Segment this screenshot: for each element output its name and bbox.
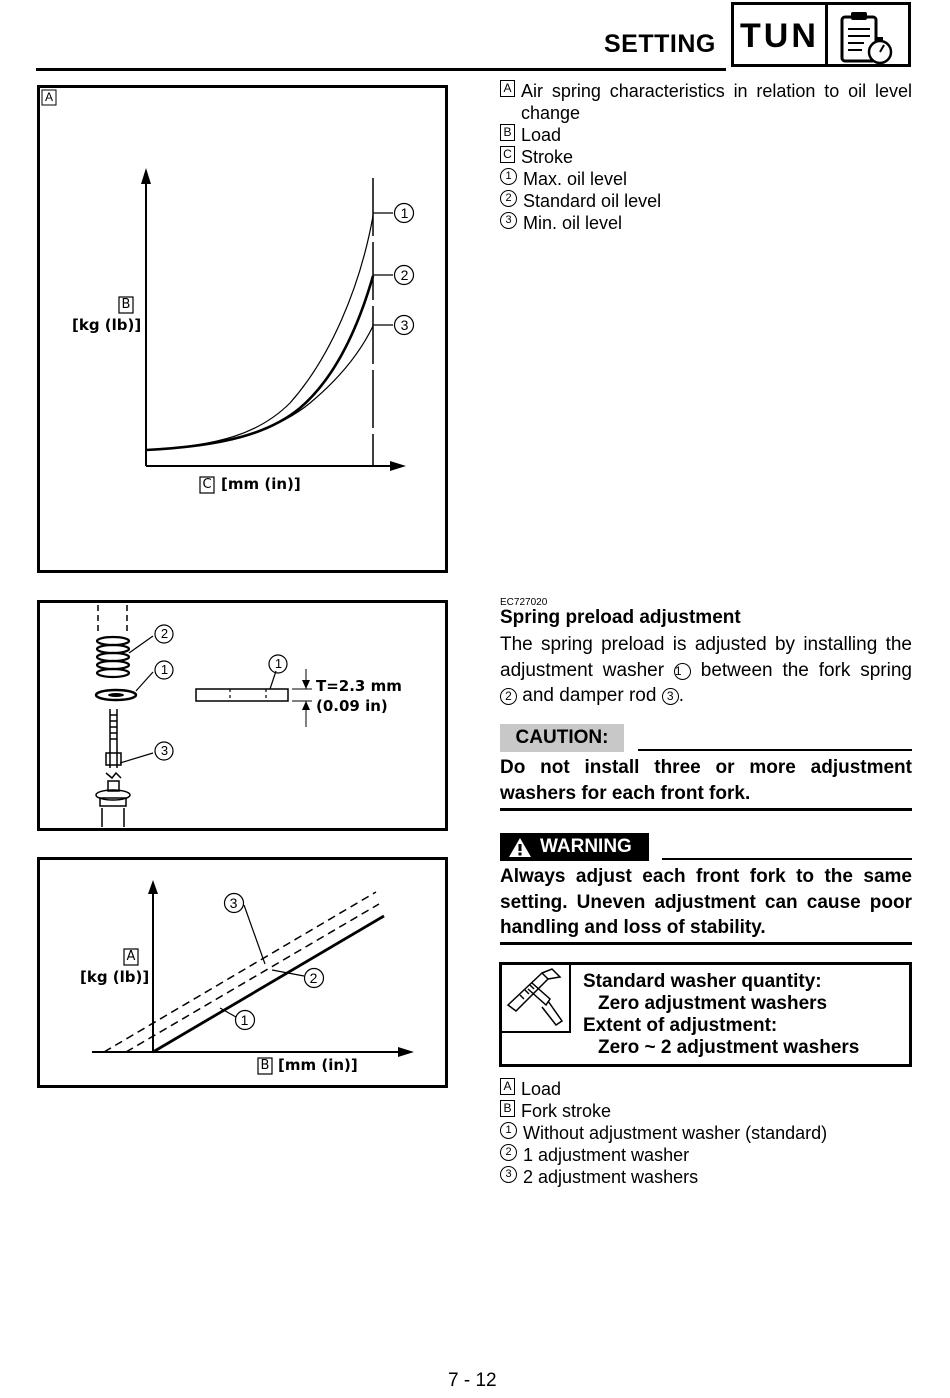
- preload-line-3: [500, 683, 912, 709]
- legend-item: [500, 190, 912, 212]
- callout-spring: 2: [160, 626, 169, 641]
- x-axis-letter: C: [202, 477, 212, 492]
- figure-corner-label: A: [44, 90, 53, 104]
- warning-rule-bottom: [500, 942, 912, 945]
- marker-circle: 2: [500, 688, 517, 705]
- marker-circle: 3: [662, 688, 679, 705]
- preload-text: .: [678, 685, 684, 706]
- preload-chart: [37, 857, 448, 1088]
- marker-circle: 1: [500, 1122, 517, 1139]
- legend-item: [500, 80, 912, 124]
- legend-item: [500, 124, 912, 146]
- preload-text: and damper rod: [517, 685, 662, 706]
- section-title: SETTING: [604, 30, 716, 58]
- legend-text: 2 adjustment washers: [523, 1167, 699, 1187]
- legend-text: Max. oil level: [523, 169, 628, 189]
- caution-label: CAUTION:: [500, 724, 624, 752]
- callout-1-label: 1: [240, 1012, 249, 1028]
- marker-circle: 3: [500, 1166, 517, 1183]
- callout-3-label: 3: [400, 317, 409, 333]
- marker-box: C: [500, 146, 515, 163]
- page-number: 7 - 12: [448, 1370, 497, 1391]
- marker-circle: 2: [500, 190, 517, 207]
- legend-text: Load: [521, 125, 562, 145]
- callout-damper-rod: 3: [160, 743, 169, 758]
- caliper-icon: [502, 965, 568, 1029]
- marker-box: A: [500, 1078, 515, 1095]
- legend-text: Air spring characteristics in relation to oil level change: [521, 81, 912, 123]
- y-axis-unit: [kg (lb)]: [80, 968, 150, 986]
- legend-item: [500, 1100, 912, 1122]
- legend-air-spring: [500, 80, 912, 234]
- y-axis-letter: B: [121, 297, 131, 312]
- spec-extent-value: Zero ~ 2 adjustment washers: [598, 1037, 860, 1058]
- caution-rule-top: [638, 749, 912, 751]
- legend-item: [500, 1122, 912, 1144]
- section-code-label: EC727020: [500, 597, 548, 608]
- marker-circle: 1: [500, 168, 517, 185]
- legend-text: 1 adjustment washer: [523, 1145, 690, 1165]
- callout-washer-section: 1: [274, 656, 283, 671]
- callout-2-label: 2: [309, 970, 318, 986]
- marker-circle: 3: [500, 212, 517, 229]
- x-axis-unit: [mm (in)]: [221, 475, 301, 493]
- legend-item: [500, 1166, 912, 1188]
- specification-box: [499, 962, 912, 1067]
- air-spring-chart: [37, 85, 448, 573]
- warning-triangle-icon: [508, 837, 532, 858]
- marker-box: B: [500, 1100, 515, 1117]
- thickness-value-inch: (0.09 in): [316, 697, 388, 715]
- washer-diagram: [37, 600, 448, 831]
- clipboard-stopwatch-icon: [834, 9, 906, 65]
- preload-paragraph: [500, 632, 912, 709]
- warning-label-text: WARNING: [540, 836, 632, 857]
- legend-text: Fork stroke: [521, 1101, 612, 1121]
- preload-line-2: [500, 658, 912, 684]
- badge-divider: [825, 5, 828, 64]
- y-axis-unit: [kg (lb)]: [72, 316, 142, 334]
- preload-text: between the fork spring: [690, 659, 912, 681]
- legend-text: Without adjustment washer (standard): [523, 1123, 828, 1143]
- marker-circle: 2: [500, 1144, 517, 1161]
- marker-box: A: [500, 80, 515, 97]
- caution-rule-bottom: [500, 808, 912, 811]
- warning-rule-top: [662, 858, 912, 860]
- y-axis-letter: A: [126, 949, 136, 964]
- spec-standard-value: Zero adjustment washers: [598, 993, 828, 1014]
- legend-item: [500, 1144, 912, 1166]
- legend-text: Standard oil level: [523, 191, 662, 211]
- spec-standard-label: Standard washer quantity:: [583, 971, 822, 992]
- preload-text: adjustment washer: [500, 659, 674, 681]
- legend-text: Load: [521, 1079, 562, 1099]
- legend-text: Stroke: [521, 147, 574, 167]
- x-axis-letter: B: [260, 1058, 270, 1073]
- header-rule: [36, 68, 726, 71]
- legend-item: [500, 168, 912, 190]
- warning-label: [500, 833, 649, 861]
- legend-item: [500, 212, 912, 234]
- caliper-icon-frame: [502, 965, 571, 1033]
- washer-diagram-drawing: [40, 603, 445, 828]
- callout-3-label: 3: [229, 895, 238, 911]
- legend-item: [500, 1078, 912, 1100]
- callout-2-label: 2: [400, 267, 409, 283]
- preload-line-1: The spring preload is adjusted by installing the: [500, 634, 912, 655]
- legend-item: [500, 146, 912, 168]
- callout-washer: 1: [160, 662, 169, 677]
- warning-text: Always adjust each front fork to the same setting. Uneven adjustment can cause poor handling and loss of stability.: [500, 866, 912, 938]
- marker-box: B: [500, 124, 515, 141]
- callout-1-label: 1: [400, 205, 409, 221]
- spec-text: [583, 971, 859, 1059]
- thickness-value: T=2.3 mm: [316, 677, 402, 695]
- caution-text: Do not install three or more adjustment washers for each front fork.: [500, 757, 912, 804]
- section-badge: [731, 2, 911, 67]
- section-code: TUN: [740, 17, 819, 55]
- legend-text: Min. oil level: [523, 213, 623, 233]
- x-axis-unit: [mm (in)]: [278, 1056, 358, 1074]
- marker-circle: 1: [674, 663, 691, 680]
- preload-heading: Spring preload adjustment: [500, 607, 741, 628]
- legend-preload: [500, 1078, 912, 1188]
- spec-extent-label: Extent of adjustment:: [583, 1015, 778, 1036]
